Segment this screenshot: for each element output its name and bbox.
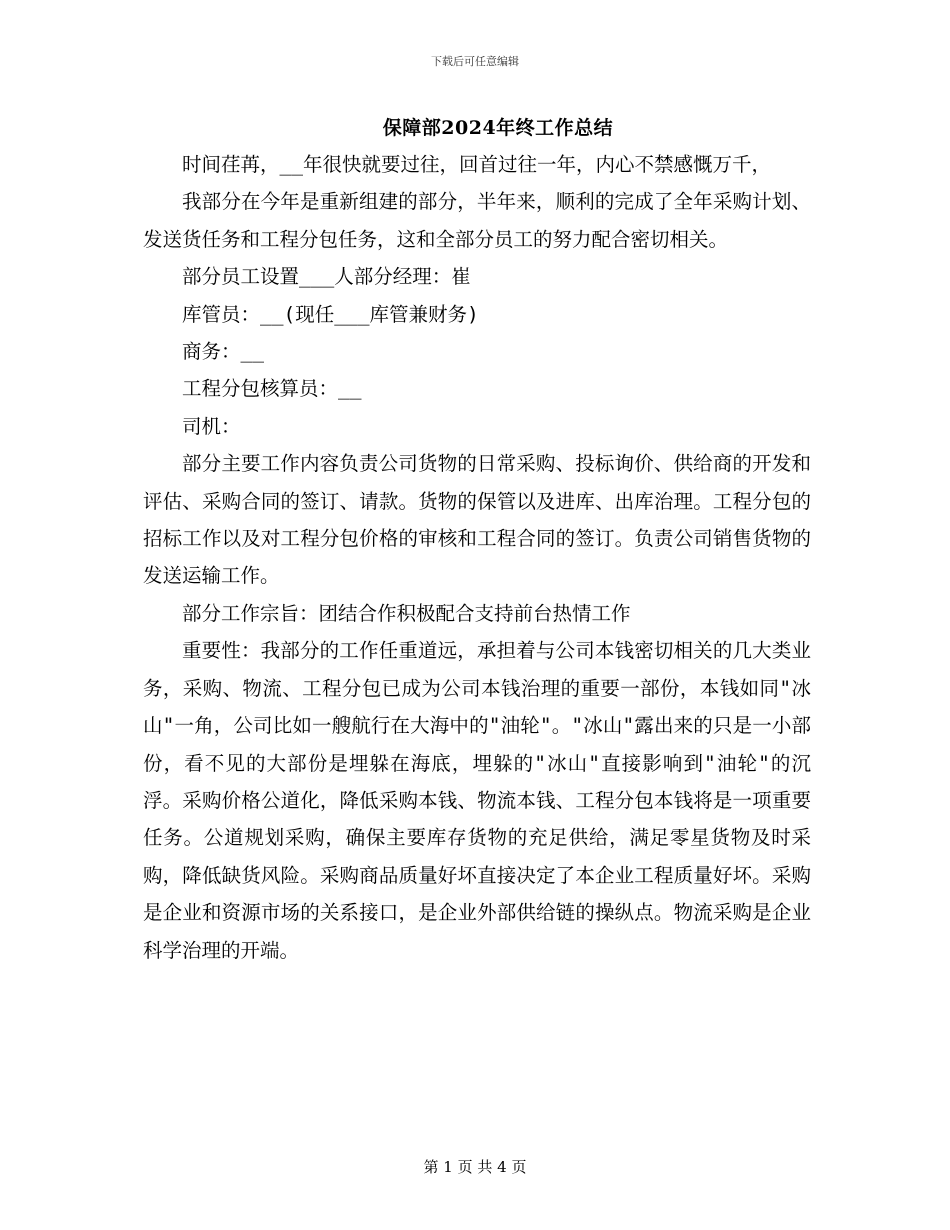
page-footer: 第 1 页 共 4 页 <box>423 1158 527 1176</box>
document-title: 保障部2024年终工作总结 <box>382 117 614 139</box>
paragraph-warehouse-keeper: 库管员：__(现任___库管兼财务) <box>182 302 479 326</box>
paragraph-business: 商务：__ <box>182 340 264 364</box>
paragraph-work-tenet: 部分工作宗旨：团结合作积极配合支持前台热情工作 <box>182 601 631 625</box>
document-body <box>143 146 811 969</box>
paragraph-main-duties: 部分主要工作内容负责公司货物的日常采购、投标询价、供给商的开发和评估、采购合同的签订、请款。货物的保管以及进库、出库治理。工程分包的招标工作以及对工程分包价格的审核和工程合同的签订。负责公司销售货物的发送运输工作。 <box>143 452 811 588</box>
header-note: 下载后可任意编辑 <box>431 55 519 68</box>
paragraph-importance: 重要性：我部分的工作任重道远，承担着与公司本钱密切相关的几大类业务，采购、物流、工程分包已成为公司本钱治理的重要一部份，本钱如同"冰山"一角，公司比如一艘航行在大海中的"油轮"。"冰山"露出来的只是一小部份，看不见的大部份是埋躲在海底，埋躲的"冰山"直接影响到"油轮"的沉浮。采购价格公道化，降低采购本钱、物流本钱、工程分包本钱将是一项重要任务。公道规划采购，确保主要库存货物的充足供给，满足零星货物及时采购，降低缺货风险。采购商品质量好坏直接决定了本企业工程质量好坏。采购是企业和资源市场的关系接口，是企业外部供给链的操纵点。物流采购是企业科学治理的开端。 <box>143 639 811 962</box>
paragraph-driver: 司机： <box>182 414 241 438</box>
paragraph-subcontract-accountant: 工程分包核算员：__ <box>182 377 362 401</box>
paragraph-department-overview: 我部分在今年是重新组建的部分，半年来，顺利的完成了全年采购计划、发送货任务和工程分包任务，这和全部分员工的努力配合密切相关。 <box>143 190 811 251</box>
paragraph-intro: 时间荏苒，__年很快就要过往，回首过往一年，内心不禁感慨万千， <box>182 153 771 176</box>
paragraph-staff-setup: 部分员工设置___人部分经理：崔 <box>182 265 471 289</box>
